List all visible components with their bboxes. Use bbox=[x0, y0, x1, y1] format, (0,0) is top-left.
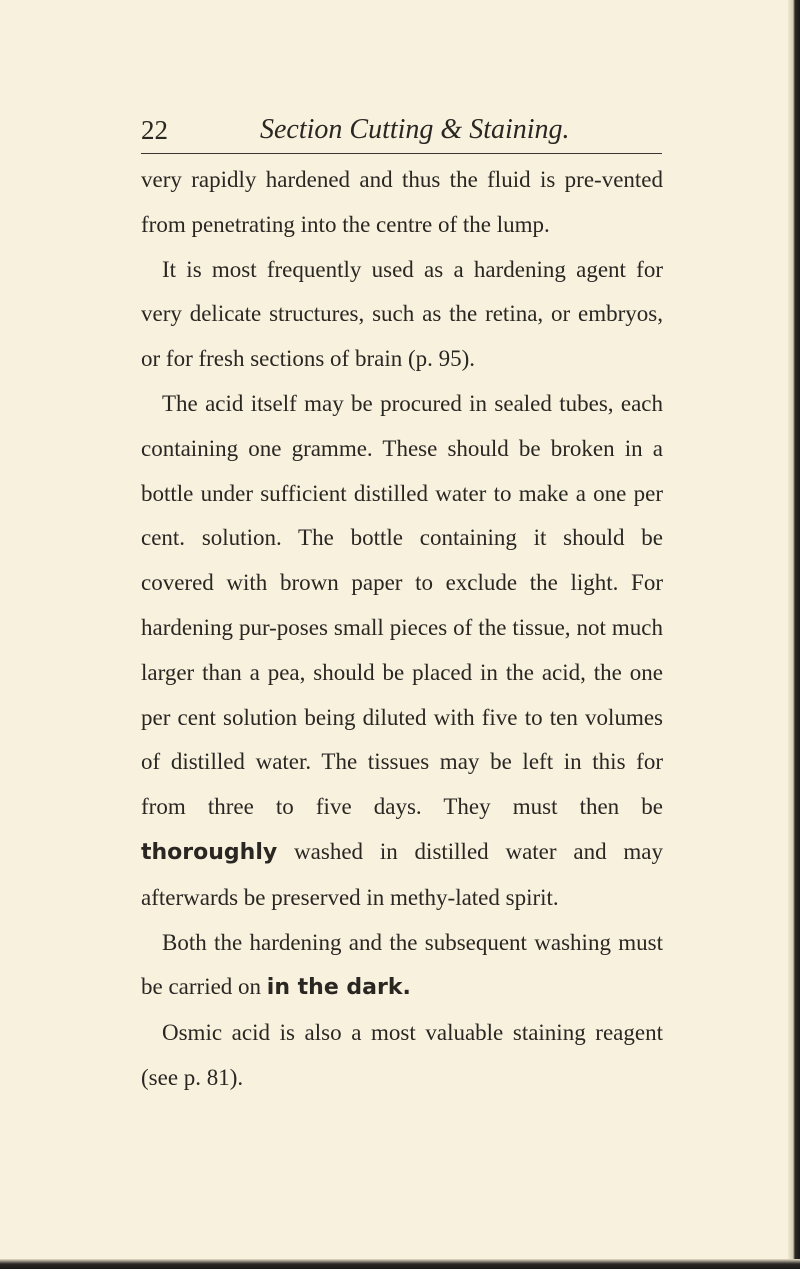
paragraph-3-text-a: The acid itself may be procured in sealed tubes, each containing one gramme. These should be broken in a bottle under sufficient distilled water to make a one per cent. solution. The bottle containing it should be covered with brown paper to exclude the light. For hardening pur-poses small pieces of the tissue, not much larger than a pea, should be placed in the acid, the one per cent solution being diluted with five to ten volumes of distilled water. The tissues may be left in this for from three to five days. They must then be bbox=[141, 390, 663, 820]
emphasis-thoroughly: thoroughly bbox=[141, 839, 278, 865]
paragraph-4 bbox=[141, 921, 663, 1012]
running-head bbox=[141, 110, 661, 150]
paragraph-3-text-b: washed in distilled water and may afterwards be preserved in methy-lated spirit. bbox=[141, 838, 663, 910]
body-text bbox=[141, 158, 663, 1101]
running-title: Section Cutting & Staining. bbox=[260, 114, 570, 145]
paragraph-5: Osmic acid is also a most valuable staining reagent (see p. 81). bbox=[141, 1020, 663, 1090]
page-edge-right bbox=[788, 0, 800, 1269]
paragraph-3 bbox=[141, 382, 663, 921]
emphasis-in-the-dark: in the dark. bbox=[266, 975, 411, 1001]
header-rule bbox=[141, 153, 662, 154]
paragraph-2: It is most frequently used as a hardening agent for very delicate structures, such as the retina, or embryos, or for fresh sections of brain (p. 95). bbox=[141, 256, 663, 372]
page-edge-bottom bbox=[0, 1259, 800, 1269]
paragraph-4-text-a: Both the hardening and the subsequent washing must be carried on bbox=[141, 929, 663, 1000]
page-number: 22 bbox=[141, 115, 168, 145]
paragraph-1: very rapidly hardened and thus the fluid is pre-vented from penetrating into the centre of the lump. bbox=[141, 167, 663, 237]
